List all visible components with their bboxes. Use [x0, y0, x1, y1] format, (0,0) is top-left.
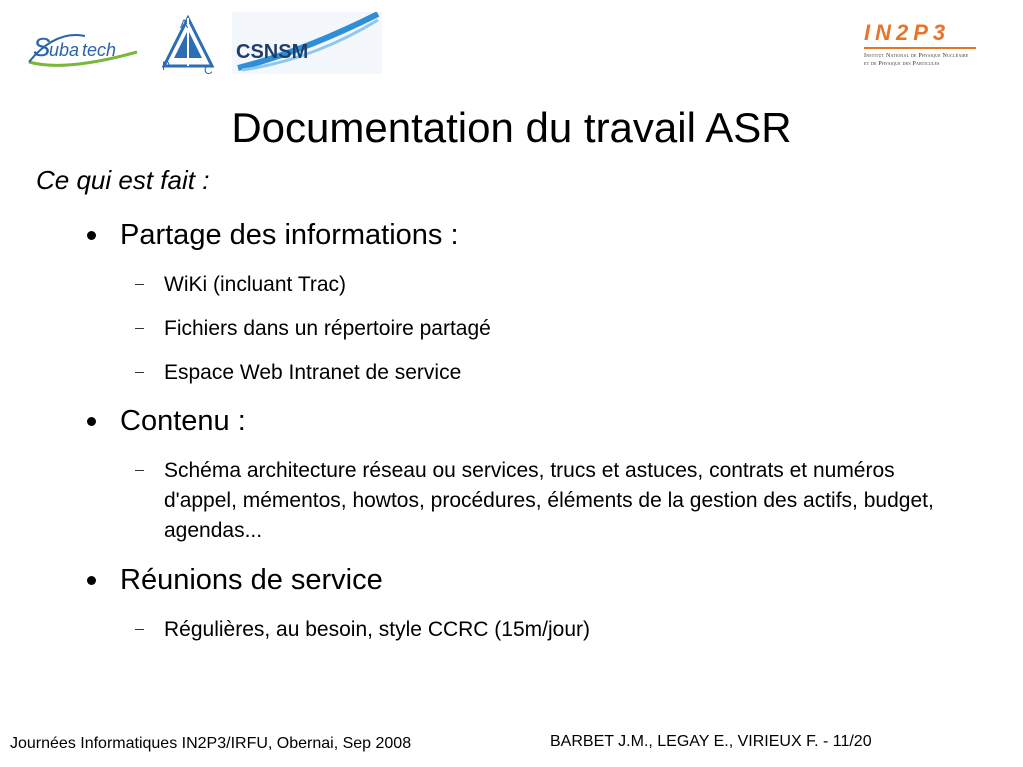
sub-bullet-label: Régulières, au besoin, style CCRC (15m/jour): [164, 618, 590, 641]
bullet-dot-icon: [87, 576, 96, 585]
svg-text:C: C: [204, 63, 213, 76]
svg-text:A: A: [180, 17, 189, 31]
sub-bullet-label: WiKi (incluant Trac): [164, 273, 347, 296]
dash-icon: [135, 629, 144, 630]
bullet-label: Contenu :: [120, 405, 246, 437]
sub-bullet-label: Schéma architecture réseau ou services, trucs et astuces, contrats et numéros d'appel, mémentos, howtos, procédures, éléments de la gestion des actifs, budget, agendas...: [164, 459, 934, 542]
apc-logo: [160, 14, 216, 76]
in2p3-logo: [864, 22, 976, 68]
svg-text:P: P: [162, 59, 171, 73]
slide-subtitle: Ce qui est fait :: [36, 165, 210, 195]
dash-icon: [135, 284, 144, 285]
footer-event: Journées Informatiques IN2P3/IRFU, Obernai, Sep 2008: [10, 735, 412, 752]
svg-text:uba: uba: [49, 40, 80, 60]
footer-authors-page: BARBET J.M., LEGAY E., VIRIEUX F. - 11/20: [550, 733, 872, 750]
dash-icon: [135, 328, 144, 329]
in2p3-caption-line1: Institut National de Physique Nucléaire: [864, 53, 969, 59]
in2p3-wordmark: IN2P3: [864, 20, 951, 45]
svg-text:CSNSM: CSNSM: [236, 41, 309, 63]
logo-bar: [0, 0, 1023, 90]
sub-bullet-label: Fichiers dans un répertoire partagé: [164, 317, 491, 340]
slide-title: Documentation du travail ASR: [231, 104, 792, 151]
bullet-dot-icon: [87, 231, 96, 240]
bullet-label: Partage des informations :: [120, 219, 459, 251]
subatech-logo: [25, 22, 145, 74]
sub-bullet-label: Espace Web Intranet de service: [164, 361, 462, 384]
bullet-dot-icon: [87, 417, 96, 426]
bullet-label: Réunions de service: [120, 564, 383, 596]
in2p3-rule: [864, 47, 976, 49]
svg-text:S: S: [33, 32, 51, 62]
dash-icon: [135, 470, 144, 471]
svg-text:tech: tech: [82, 40, 117, 60]
dash-icon: [135, 372, 144, 373]
csnsm-logo: [232, 12, 382, 74]
in2p3-caption-line2: et de Physique des Particules: [864, 61, 940, 67]
